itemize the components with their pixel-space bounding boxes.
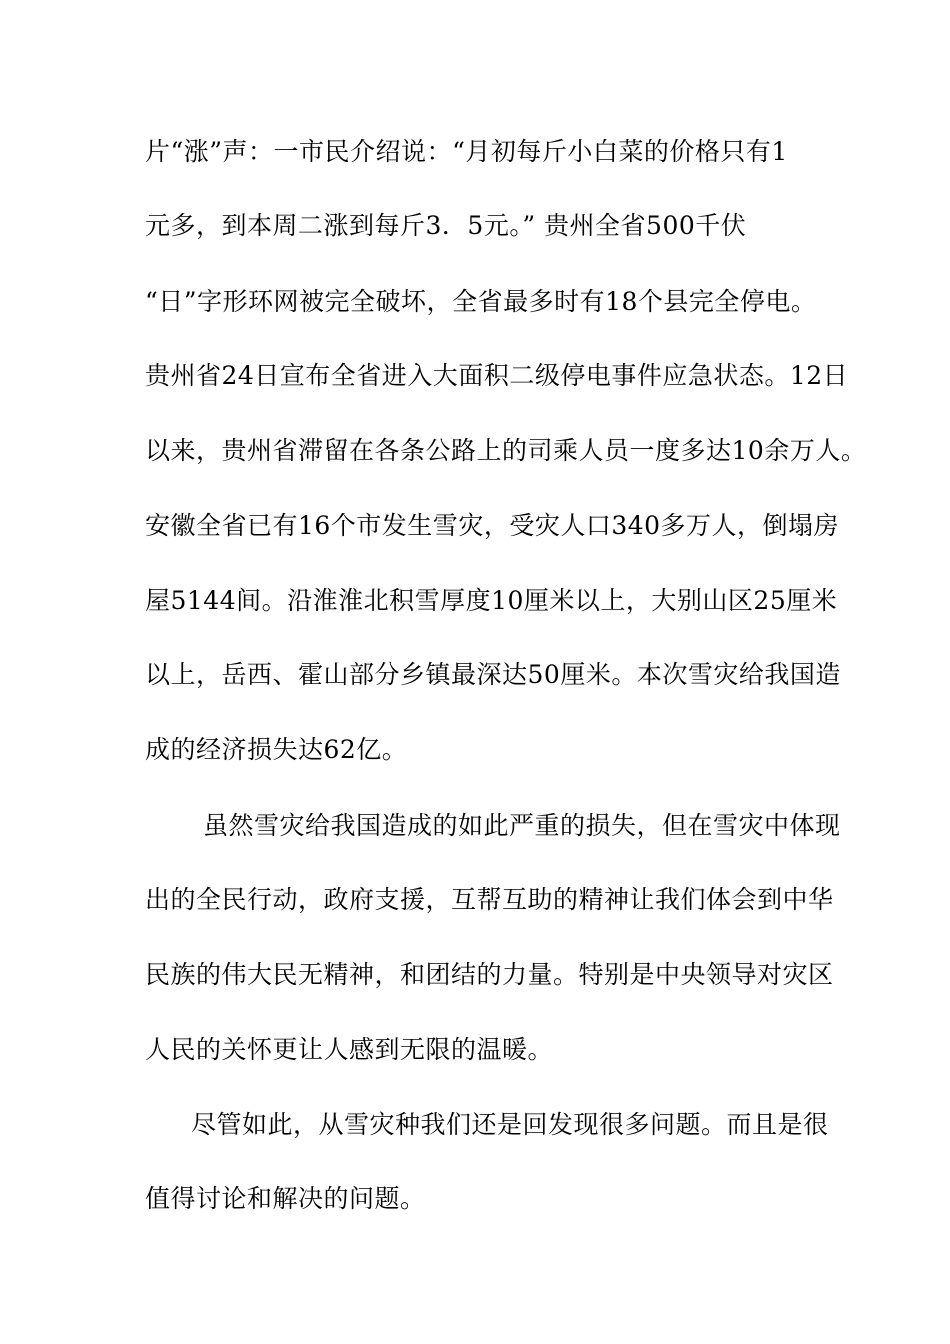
text-line: 屋5144间。沿淮淮北积雪厚度10厘米以上，大别山区25厘米	[145, 586, 838, 615]
text-line: 贵州省24日宣布全省进入大面积二级停电事件应急状态。12日	[145, 361, 849, 390]
paragraph-first-line: 尽管如此，从雪灾种我们还是回发现很多问题。而且是很	[191, 1110, 829, 1139]
text-line: “日”字形环网被完全破坏，全省最多时有18个县完全停电。	[145, 287, 817, 316]
paragraph-first-line: 虽然雪灾给我国造成的如此严重的损失，但在雪灾中体现	[203, 811, 841, 840]
text-line: 成的经济损失达62亿。	[145, 735, 408, 764]
text-line: 以上，岳西、霍山部分乡镇最深达50厘米。本次雪灾给我国造	[145, 660, 841, 689]
text-line: 值得讨论和解决的问题。	[145, 1184, 426, 1213]
text-line: 片“涨”声：一市民介绍说：“月初每斤小白菜的价格只有1	[145, 137, 788, 166]
text-line: 元多，到本周二涨到每斤3．5元。” 贵州全省500千伏	[145, 211, 747, 240]
text-line: 以来，贵州省滞留在各条公路上的司乘人员一度多达10余万人。	[145, 436, 867, 465]
text-line: 民族的伟大民无精神，和团结的力量。特别是中央领导对灾区	[145, 960, 834, 989]
text-line: 人民的关怀更让人感到无限的温暖。	[145, 1035, 554, 1064]
text-line: 安徽全省已有16个市发生雪灾，受灾人口340多万人，倒塌房	[145, 511, 840, 540]
text-line: 出的全民行动，政府支援，互帮互助的精神让我们体会到中华	[145, 885, 834, 914]
